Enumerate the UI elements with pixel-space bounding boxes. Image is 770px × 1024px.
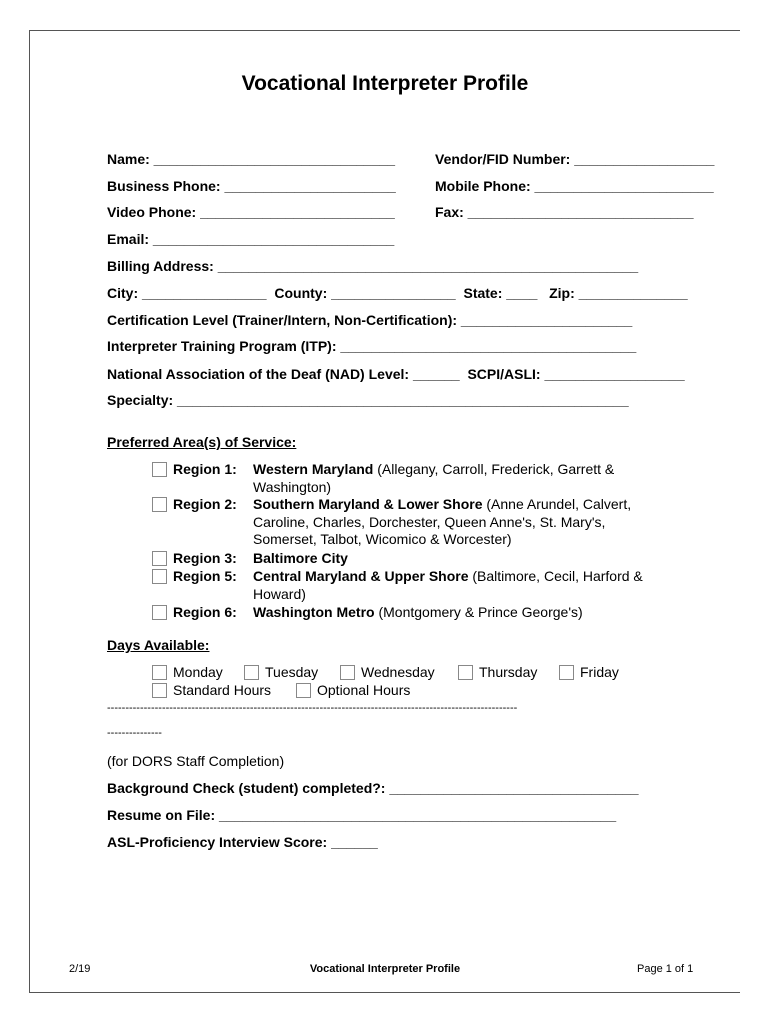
document-title: Vocational Interpreter Profile <box>241 72 529 95</box>
region-name: Baltimore City <box>253 550 348 566</box>
name-field[interactable]: Name: _______________________________ <box>107 151 396 167</box>
region-label: Region 1: <box>173 461 237 477</box>
region-counties: (Allegany, Carroll, Frederick, Garrett & Washington) <box>253 461 615 495</box>
asl-proficiency-score-field[interactable]: ASL-Proficiency Interview Score: ______ <box>107 834 378 850</box>
region-description <box>253 496 673 549</box>
divider-line-continued: --------------- <box>107 727 162 739</box>
region-description <box>253 461 673 496</box>
region-3-option[interactable] <box>152 550 672 568</box>
standard-hours-checkbox[interactable] <box>152 683 167 698</box>
region-name: Central Maryland & Upper Shore <box>253 568 469 584</box>
day-label: Wednesday <box>361 664 435 680</box>
preferred-areas-heading: Preferred Area(s) of Service: <box>107 434 297 450</box>
day-tuesday-checkbox[interactable] <box>244 665 259 680</box>
mobile-phone-field[interactable]: Mobile Phone: _______________________ <box>435 178 714 194</box>
billing-address-field[interactable]: Billing Address: ______________________________________________________ <box>107 258 639 274</box>
region-label: Region 3: <box>173 550 237 566</box>
nad-level-field[interactable]: National Association of the Deaf (NAD) Level: ______ SCPI/ASLI: __________________ <box>107 366 685 382</box>
day-friday-checkbox[interactable] <box>559 665 574 680</box>
region-2-option[interactable] <box>152 496 672 550</box>
region-6-option[interactable] <box>152 604 672 622</box>
region-description <box>253 550 673 568</box>
day-label: Monday <box>173 664 223 680</box>
specialty-field[interactable]: Specialty: __________________________________________________________ <box>107 392 629 408</box>
divider-line: ---------------------------------------------------------------------------------------------------------------- <box>107 702 518 714</box>
hours-label: Standard Hours <box>173 682 272 698</box>
vendor-fid-field[interactable]: Vendor/FID Number: __________________ <box>435 151 715 167</box>
day-label: Thursday <box>479 664 538 680</box>
city-county-state-zip-field[interactable]: City: ________________ County: ________________ State: ____ Zip: ______________ <box>107 285 688 301</box>
region-name: Washington Metro <box>253 604 375 620</box>
footer-page-number: Page 1 of 1 <box>637 963 694 975</box>
region-description <box>253 604 673 622</box>
region-label: Region 2: <box>173 496 237 512</box>
footer-title: Vocational Interpreter Profile <box>309 963 461 975</box>
region-label: Region 5: <box>173 568 237 584</box>
day-monday-checkbox[interactable] <box>152 665 167 680</box>
region-counties: (Anne Arundel, Calvert, Caroline, Charles, Dorchester, Queen Anne's, St. Mary's, Somerset, Talbot, Wicomico & Worcester) <box>253 496 632 547</box>
business-phone-field[interactable]: Business Phone: ______________________ <box>107 178 396 194</box>
hours-label: Optional Hours <box>317 682 411 698</box>
optional-hours-checkbox[interactable] <box>296 683 311 698</box>
fax-field[interactable]: Fax: _____________________________ <box>435 204 694 220</box>
region-label: Region 6: <box>173 604 237 620</box>
staff-completion-note: (for DORS Staff Completion) <box>107 753 285 769</box>
region-6-checkbox[interactable] <box>152 605 167 620</box>
region-1-option[interactable] <box>152 461 672 497</box>
region-1-checkbox[interactable] <box>152 462 167 477</box>
region-counties: (Montgomery & Prince George's) <box>374 604 583 620</box>
day-label: Friday <box>580 664 619 680</box>
region-name: Southern Maryland & Lower Shore <box>253 496 483 512</box>
days-available-heading: Days Available: <box>107 637 210 653</box>
day-label: Tuesday <box>265 664 319 680</box>
region-counties: (Baltimore, Cecil, Harford & Howard) <box>253 568 643 602</box>
email-field[interactable]: Email: _______________________________ <box>107 231 395 247</box>
resume-on-file-field[interactable]: Resume on File: ___________________________________________________ <box>107 807 617 823</box>
region-2-checkbox[interactable] <box>152 497 167 512</box>
region-5-option[interactable] <box>152 568 672 604</box>
video-phone-field[interactable]: Video Phone: _________________________ <box>107 204 395 220</box>
certification-level-field[interactable]: Certification Level (Trainer/Intern, Non-Certification): ______________________ <box>107 312 633 328</box>
day-thursday-checkbox[interactable] <box>458 665 473 680</box>
footer-date: 2/19 <box>69 963 91 975</box>
region-name: Western Maryland <box>253 461 374 477</box>
background-check-field[interactable]: Background Check (student) completed?: ________________________________ <box>107 780 639 796</box>
region-description <box>253 568 673 603</box>
region-5-checkbox[interactable] <box>152 569 167 584</box>
day-wednesday-checkbox[interactable] <box>340 665 355 680</box>
itp-field[interactable]: Interpreter Training Program (ITP): ______________________________________ <box>107 338 637 354</box>
region-3-checkbox[interactable] <box>152 551 167 566</box>
